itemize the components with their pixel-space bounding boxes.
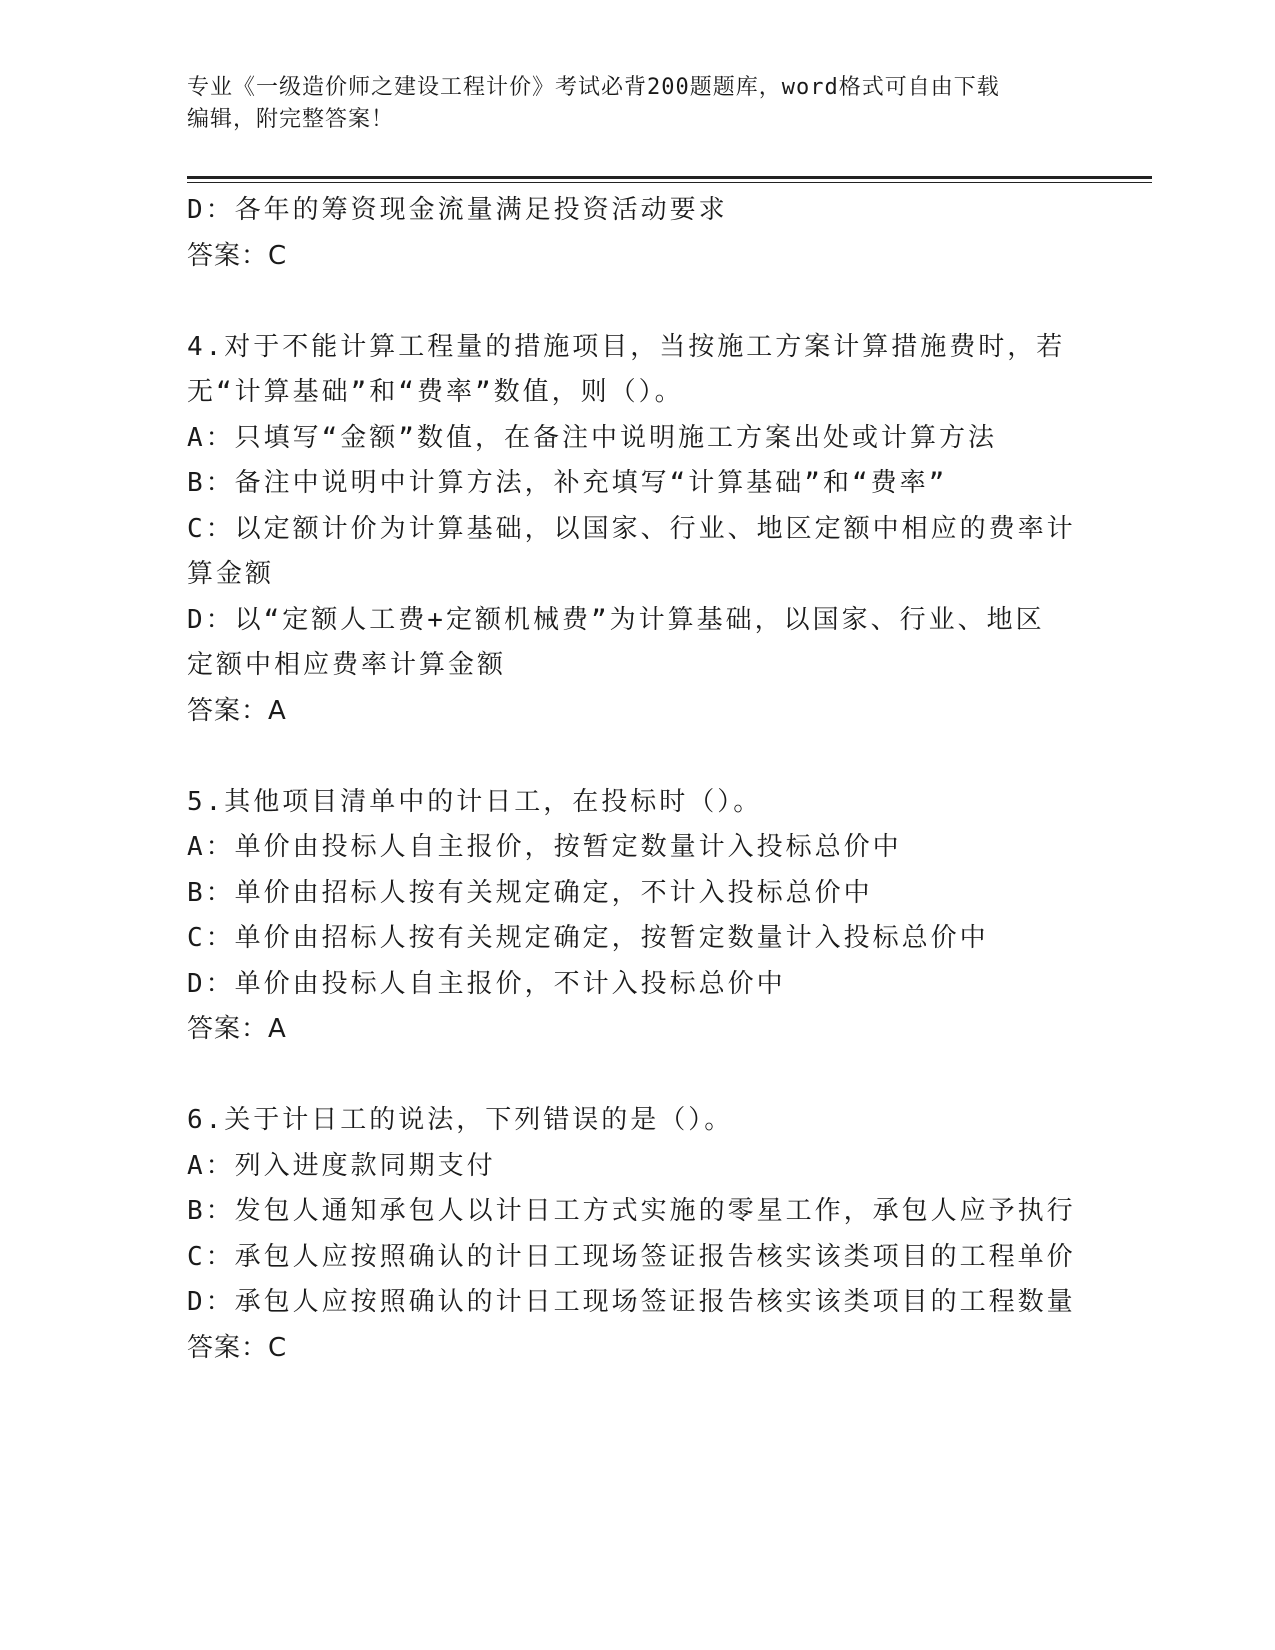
document-header — [187, 72, 1067, 136]
header-divider-thin — [187, 182, 1152, 183]
q6-stem: 6.关于计日工的说法，下列错误的是（）。 — [187, 1105, 734, 1135]
q4-option-d-line-1: D：以“定额人工费+定额机械费”为计算基础，以国家、行业、地区 — [187, 604, 1045, 635]
q3-option-d: D：各年的筹资现金流量满足投资活动要求 — [187, 195, 728, 225]
header-line-1: 专业《一级造价师之建设工程计价》考试必背200题题库，word格式可自由下载 — [187, 75, 1000, 100]
q3-answer: 答案：C — [187, 240, 288, 271]
q4-option-c-line-2: 算金额 — [187, 559, 275, 589]
q4-option-c-line-1: C：以定额计价为计算基础，以国家、行业、地区定额中相应的费率计 — [187, 513, 1076, 544]
q5-answer: 答案：A — [187, 1014, 287, 1044]
q5-stem: 5.其他项目清单中的计日工，在投标时（）。 — [187, 786, 763, 817]
header-divider-thick — [187, 176, 1152, 179]
q4-stem-line-1: 4.对于不能计算工程量的措施项目，当按施工方案计算措施费时，若 — [187, 331, 1066, 362]
question-6 — [187, 1098, 1087, 1371]
question-5 — [187, 780, 1087, 1053]
q6-option-b: B：发包人通知承包人以计日工方式实施的零星工作，承包人应予执行 — [187, 1196, 1076, 1226]
q4-stem-line-2: 无“计算基础”和“费率”数值，则（）。 — [187, 377, 684, 407]
q5-option-c: C：单价由招标人按有关规定确定，按暂定数量计入投标总价中 — [187, 923, 989, 953]
question-3-tail — [187, 188, 1087, 279]
spacer — [187, 734, 1087, 780]
q5-option-b: B：单价由招标人按有关规定确定，不计入投标总价中 — [187, 877, 873, 908]
header-line-2: 编辑，附完整答案！ — [187, 107, 395, 132]
q6-option-d: D：承包人应按照确认的计日工现场签证报告核实该类项目的工程数量 — [187, 1287, 1076, 1317]
q4-option-d-line-2: 定额中相应费率计算金额 — [187, 650, 507, 680]
q5-option-d: D：单价由投标人自主报价，不计入投标总价中 — [187, 968, 786, 999]
q4-option-b: B：备注中说明中计算方法，补充填写“计算基础”和“费率” — [187, 468, 948, 498]
question-content — [187, 188, 1087, 1371]
spacer — [187, 1053, 1087, 1099]
q6-answer: 答案：C — [187, 1332, 288, 1363]
q5-option-a: A：单价由投标人自主报价，按暂定数量计入投标总价中 — [187, 832, 902, 862]
q6-option-c: C：承包人应按照确认的计日工现场签证报告核实该类项目的工程单价 — [187, 1241, 1076, 1272]
question-4 — [187, 325, 1087, 735]
q4-answer: 答案：A — [187, 695, 287, 726]
q6-option-a: A：列入进度款同期支付 — [187, 1150, 496, 1181]
q4-option-a: A：只填写“金额”数值，在备注中说明施工方案出处或计算方法 — [187, 422, 997, 453]
spacer — [187, 279, 1087, 325]
